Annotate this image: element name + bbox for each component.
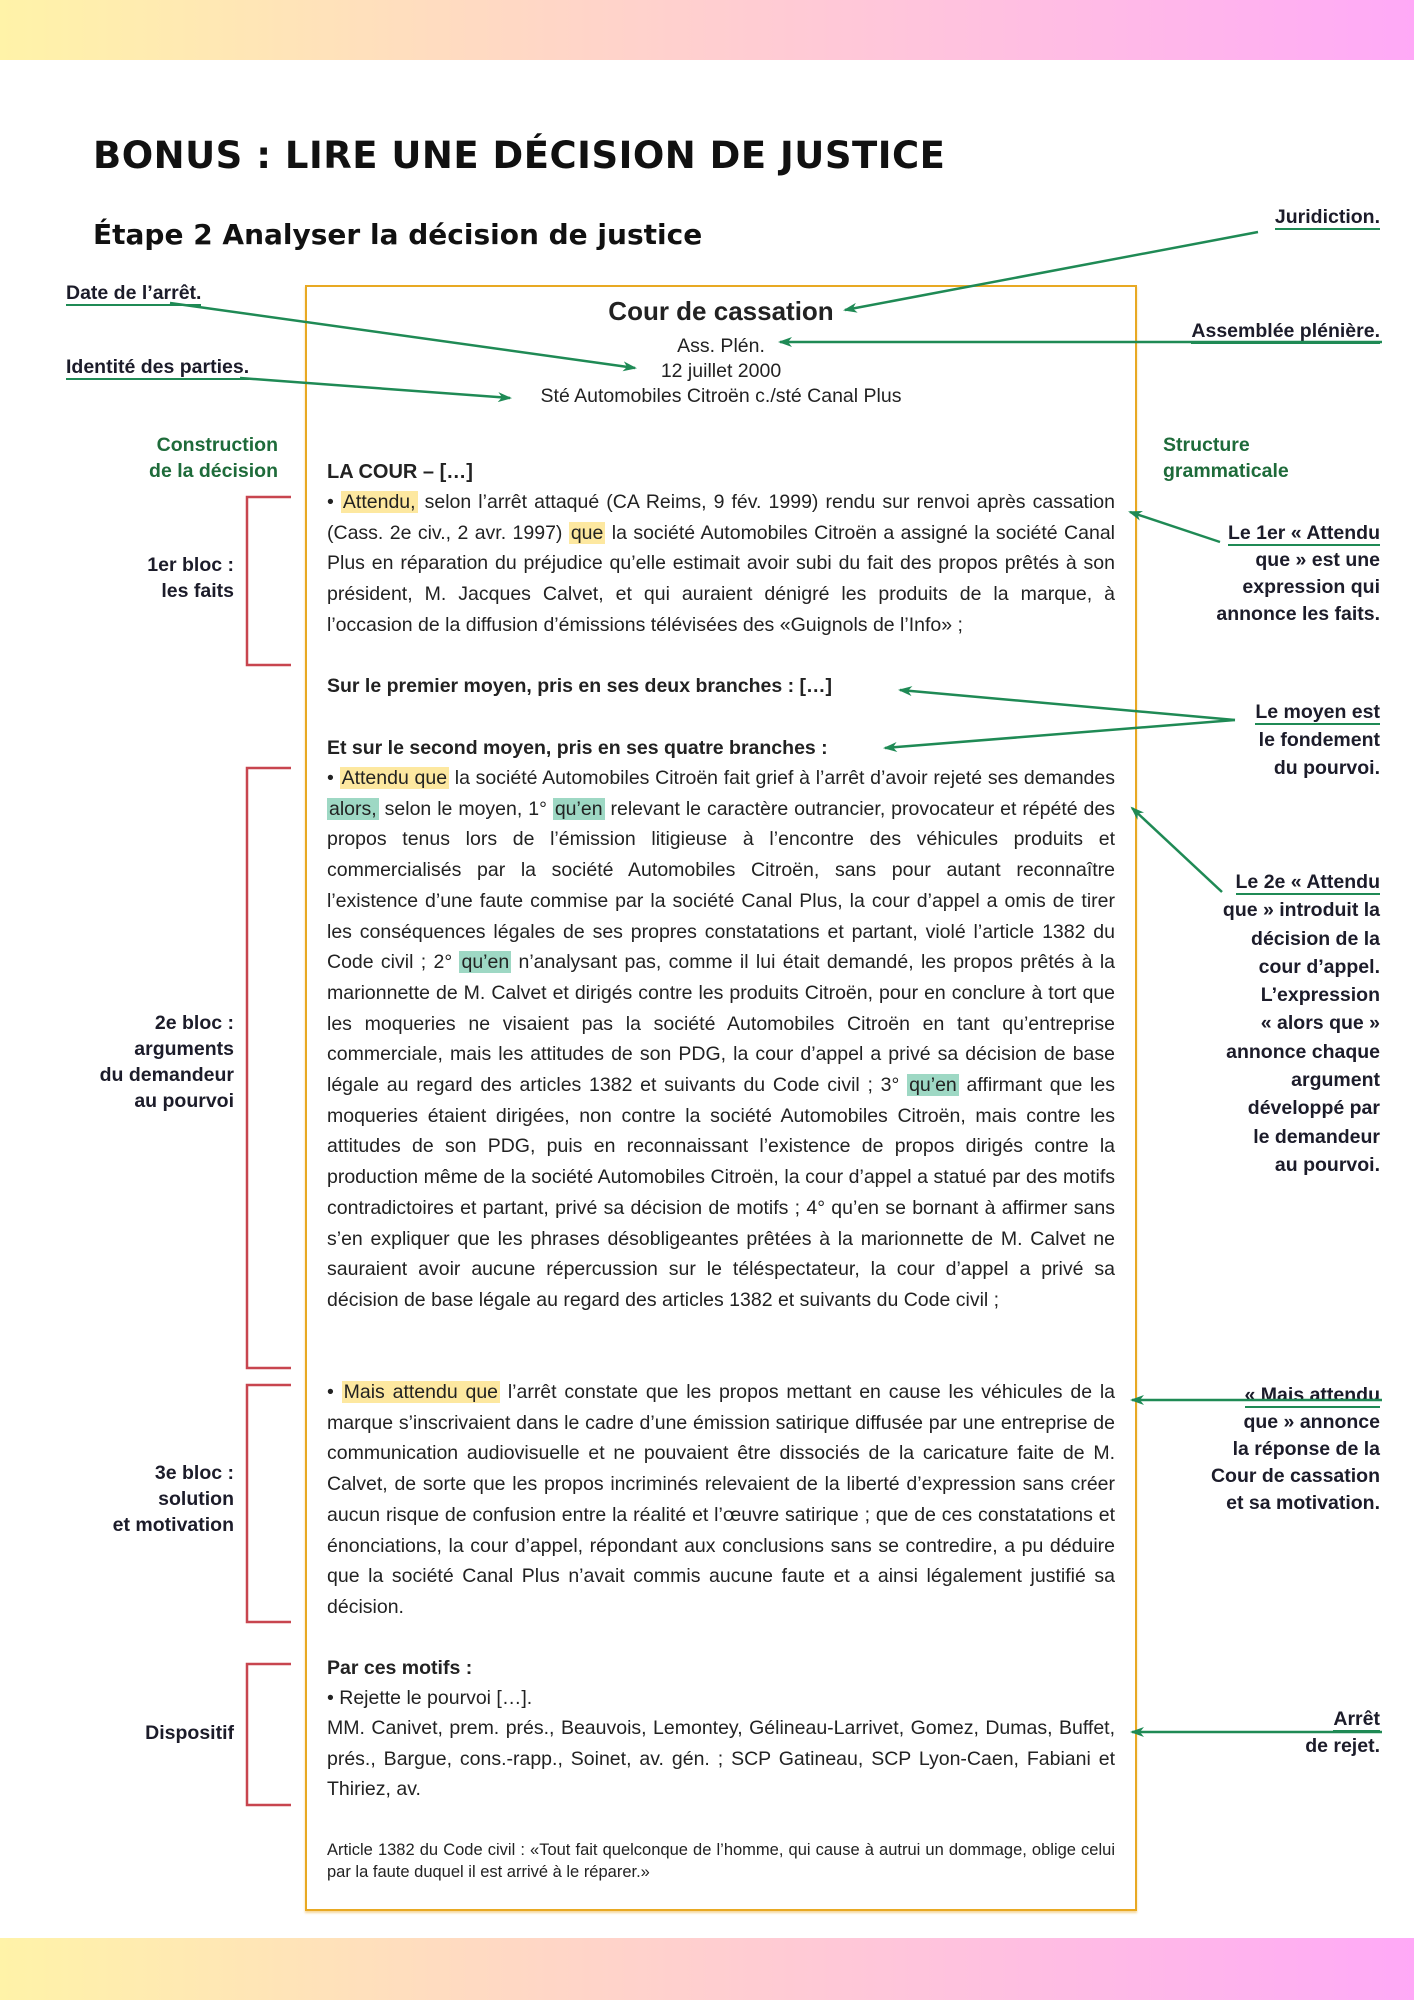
court-decision-document	[305, 285, 1137, 1911]
label-juridiction: Juridiction.	[1274, 206, 1380, 228]
arrow-attendu-2	[1132, 808, 1222, 892]
bloc3-text-1: l’arrêt constate que les propos mettant en cause les véhicules de la marque s’inscrivaient dans le cadre d’une émission satirique diffusée par une entreprise de communication audiovisuelle et ne pouvaient être dissociés de la caricature faite de M. Calvet, de sorte que les propos incriminés relevaient de la liberté d’expression sans créer aucun risque de confusion entre la réalité et l’œuvre satirique ; que de ces constatations et énonciations, la cour d’appel, répondant aux conclusions sans se contredire, a pu déduire que la société Canal Plus n’avait commis aucune faute et a ainsi légalement justifié sa décision.	[327, 1381, 1116, 1618]
bloc1-text-2: la société Automobiles Citroën a assigné la société Canal Plus en réparation du préjudice qu’elle estimait avoir subi du fait des propos prêtés à son président, M. Jacques Calvet, et qui auraient dénigré les produits de la marque, à l’occasion de la diffusion d’émissions télévisées des «Guignols de l’Info» ;	[327, 521, 1115, 636]
page-title: BONUS : LIRE UNE DÉCISION DE JUSTICE	[93, 134, 946, 177]
bracket-bloc2	[247, 768, 291, 1368]
dispositif-heading: Par ces motifs :	[327, 1657, 473, 1679]
court-formation: Ass. Plén.	[677, 335, 765, 357]
bloc3-paragraph	[327, 1377, 1115, 1623]
highlight-attendu-que: Attendu que	[341, 767, 448, 789]
bullet: •	[327, 491, 334, 513]
note-attendu-1: Le 1er « Attendu que » est une expression qui annonce les faits.	[1216, 522, 1380, 625]
bullet: •	[327, 1381, 334, 1403]
highlight-qu-en-3: qu’en	[909, 1074, 957, 1097]
highlight-que: que	[570, 521, 604, 544]
decision-date: 12 juillet 2000	[660, 360, 782, 382]
highlight-mais-attendu-que: Mais attendu que	[343, 1381, 499, 1403]
bloc2-text-5: affirmant que les moqueries étaient dirigées, non contre la société Automobiles Citroën, mais contre les attitudes de son PDG, puis en reconnaissant l’existence de propos dirigés contre la production même de la société Automobiles Citroën, la cour d’appel a statué par des motifs contradictoires et partant, privé sa décision de motifs ; 4° qu’en se bornant à affirmer sans s’en expliquer que les phrases désobligeantes prêtées à la marionnette de M. Calvet ne sauraient avoir aucune répercussion sur le téléspectateur, la cour d’appel a privé sa décision de base légale au regard des articles 1382 et suivants du Code civil ;	[327, 1074, 1115, 1311]
dispositif-judges: MM. Canivet, prem. prés., Beauvois, Lemontey, Gélineau-Larrivet, Gomez, Dumas, Buffet, prés., Bargue, cons.-rapp., Soinet, av. gén. ; SCP Gatineau, SCP Lyon-Caen, Fabiani et Thiriez, av.	[327, 1717, 1115, 1801]
la-cour-heading: LA COUR – […]	[327, 461, 473, 483]
bloc2-text-2: selon le moyen, 1°	[378, 797, 553, 820]
second-moyen-heading: Et sur le second moyen, pris en ses quatre branches :	[327, 737, 828, 759]
arrow-attendu-1	[1130, 512, 1220, 542]
bottom-gradient-band	[0, 1938, 1414, 2000]
bloc1-text-1: selon l’arrêt attaqué (CA Reims, 9 fév. 1999) rendu sur renvoi après cassation (Cass. 2e civ., 2 avr. 1997)	[327, 491, 1115, 544]
heading-line: de la décision	[149, 460, 278, 482]
page-subtitle: Étape 2 Analyser la décision de justice	[93, 218, 703, 251]
bloc2-text-1: la société Automobiles Citroën fait grief à l’arrêt d’avoir rejeté ses demandes	[449, 767, 1115, 789]
highlight-qu-en-2: qu’en	[461, 951, 510, 974]
bracket-dispositif	[247, 1664, 291, 1805]
label-identite-parties: Identité des parties.	[66, 356, 250, 378]
bloc2-paragraph	[327, 763, 1115, 1316]
dispositif-rejette: • Rejette le pourvoi […].	[327, 1687, 533, 1709]
heading-structure-grammaticale: Structure grammaticale	[1163, 434, 1289, 482]
bracket-bloc3	[247, 1385, 291, 1622]
label-bloc3: 3e bloc : solution et motivation	[112, 1462, 234, 1536]
label-dispositif: Dispositif	[145, 1722, 234, 1744]
heading-construction-decision	[149, 432, 278, 484]
note-arret-rejet: Arrêt de rejet.	[1305, 1708, 1380, 1757]
note-moyen: Le moyen est le fondement du pourvoi.	[1255, 701, 1380, 779]
bloc2-text-3: relevant le caractère outrancier, provocateur et répété des propos tenus lors de l’émission litigieuse à l’encontre des véhicules produits et commercialisés par la société Automobiles Citroën, sans pour autant reconnaître l’existence d’une faute commise par la société Canal Plus, la cour d’appel a omis de tirer les conséquences légales de ses propres constatations et partant, violé l’article 1382 du Code civil ; 2°	[327, 797, 1115, 974]
label-bloc2: 2e bloc : arguments du demandeur au pourvoi	[99, 1012, 234, 1112]
note-mais-attendu: « Mais attendu que » annonce la réponse de la Cour de cassation et sa motivation.	[1210, 1384, 1380, 1514]
label-bloc1: 1er bloc : les faits	[147, 554, 234, 602]
highlight-attendu: Attendu,	[342, 491, 416, 513]
article-1382-note: Article 1382 du Code civil : «Tout fait quelconque de l’homme, qui cause à autrui un dommage, oblige celui par la faute duquel il est arrivé à le réparer.»	[327, 1841, 1115, 1881]
court-name: Cour de cassation	[608, 296, 834, 326]
bracket-bloc1	[247, 497, 291, 665]
top-gradient-band	[0, 0, 1414, 60]
label-date-arret: Date de l’arrêt.	[66, 282, 202, 304]
label-assemblee-pleniere: Assemblée plénière.	[1191, 320, 1380, 342]
bloc1-paragraph	[327, 487, 1115, 641]
highlight-qu-en-1: qu’en	[554, 797, 603, 820]
bullet: •	[327, 767, 334, 789]
highlight-alors: alors,	[329, 797, 377, 820]
decision-parties: Sté Automobiles Citroën c./sté Canal Plus	[540, 385, 902, 407]
note-attendu-2: Le 2e « Attendu que » introduit la décision de la cour d’appel. L’expression « alors que » annonce chaque argument développé par le demandeur au pourvoi.	[1222, 871, 1380, 1176]
premier-moyen-heading: Sur le premier moyen, pris en ses deux branches : […]	[327, 675, 833, 697]
bloc2-text-4: n’analysant pas, comme il lui était demandé, les propos prêtés à la marionnette de M. Calvet et dirigés contre les produits Citroën, pour en conclure à tort que les moqueries ne visaient pas la société Automobiles Citroën en tant qu’entreprise commerciale, mais les attitudes de son PDG, la cour d’appel a privé sa décision de base légale au regard des articles 1382 et suivants du Code civil ; 3°	[327, 951, 1115, 1097]
heading-line: Construction	[156, 434, 278, 456]
